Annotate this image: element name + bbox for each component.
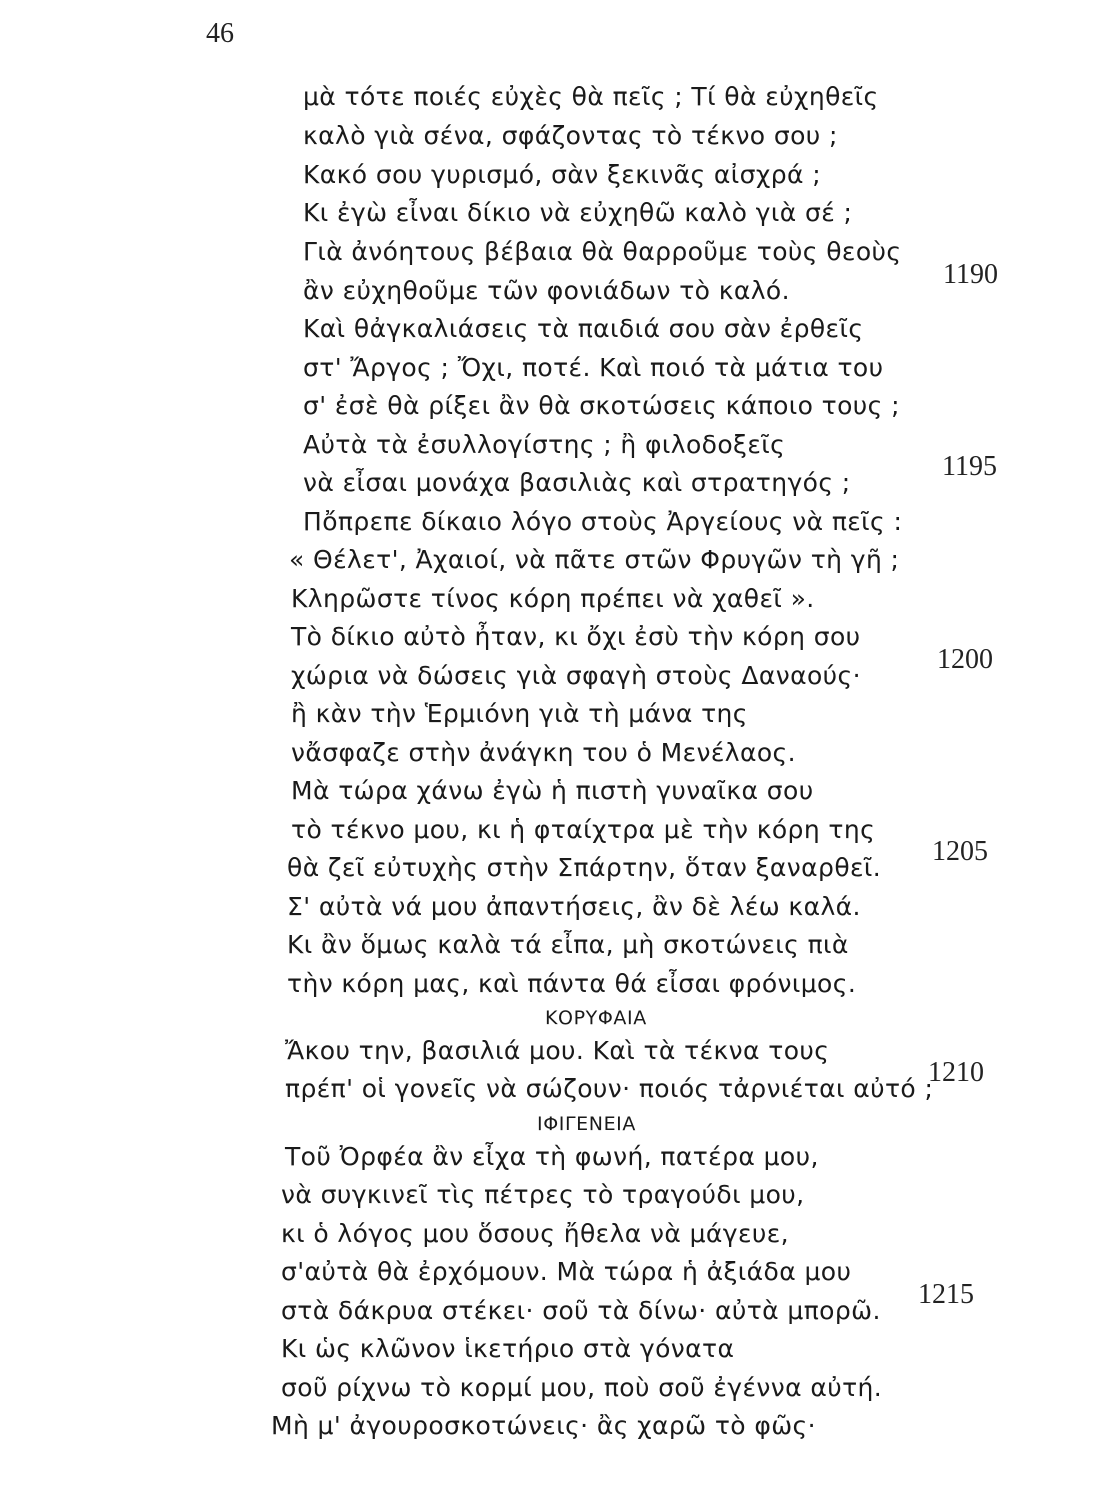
verse-line: τὸ τέκνο μου, κι ἡ φταίχτρα μὲ τὴν κόρη της [291,815,876,844]
line-number: 1195 [942,451,997,482]
verse-line: σ'αὐτὰ θὰ ἐρχόμουν. Μὰ τώρα ἡ ἀξιάδα μου [281,1257,852,1286]
verse-line: σ' ἐσὲ θὰ ρίξει ἂν θὰ σκοτώσεις κάποιο τους ; [303,391,900,420]
verse-line: νὰ εἶσαι μονάχα βασιλιὰς καὶ στρατηγός ; [303,468,851,497]
verse-line: Γιὰ ἀνόητους βέβαια θὰ θαρροῦμε τοὺς θεοὺς [303,237,902,266]
verse-line: Κι ἂν ὅμως καλὰ τά εἶπα, μὴ σκοτώνεις πιὰ [287,930,849,959]
line-number: 1215 [918,1279,974,1310]
verse-line: Τὸ δίκιο αὐτὸ ἦταν, κι ὄχι ἐσὺ τὴν κόρη σου [291,622,861,651]
verse-line: στ' Ἄργος ; Ὄχι, ποτέ. Καὶ ποιό τὰ μάτια του [303,353,884,382]
line-number: 1190 [943,259,998,290]
line-number: 1200 [937,644,993,675]
speaker-name: ΙΦΙΓΕΝΕΙΑ [537,1113,636,1135]
verse-line: θὰ ζεῖ εὐτυχὴς στὴν Σπάρτην, ὅταν ξαναρθεῖ. [287,853,882,882]
verse-line: σοῦ ρίχνω τὸ κορμί μου, ποὺ σοῦ ἐγέννα αὐτή. [281,1373,883,1402]
verse-line: « Θέλετ', Ἀχαιοί, νὰ πᾶτε στῶν Φρυγῶν τὴ γῆ ; [289,545,900,574]
verse-line: Καὶ θἀγκαλιάσεις τὰ παιδιά σου σὰν ἐρθεῖς [303,314,864,343]
line-number: 1205 [932,836,988,867]
verse-line: Τοῦ Ὀρφέα ἂν εἶχα τὴ φωνή, πατέρα μου, [285,1142,819,1171]
verse-line: Πὄπρεπε δίκαιο λόγο στοὺς Ἀργείους νὰ πεῖς : [303,507,903,536]
verse-line: στὰ δάκρυα στέκει· σοῦ τὰ δίνω· αὐτὰ μπορῶ. [281,1296,881,1325]
verse-line: Κι ἐγὼ εἶναι δίκιο νὰ εὐχηθῶ καλὸ γιὰ σέ ; [303,198,853,227]
verse-line: τὴν κόρη μας, καὶ πάντα θά εἶσαι φρόνιμος. [287,969,857,998]
verse-line: νἄσφαζε στὴν ἀνάγκη του ὁ Μενέλαος. [291,738,796,767]
verse-line: Σ' αὐτὰ νά μου ἀπαντήσεις, ἂν δὲ λέω καλά. [287,892,861,921]
verse-line: Κι ὡς κλῶνον ἱκετήριο στὰ γόνατα [281,1334,735,1363]
line-number: 1210 [928,1057,984,1088]
verse-line: καλὸ γιὰ σένα, σφάζοντας τὸ τέκνο σου ; [303,121,838,150]
page-number: 46 [206,18,234,49]
verse-line: κι ὁ λόγος μου ὅσους ἤθελα νὰ μάγευε, [281,1219,790,1248]
verse-line: νὰ συγκινεῖ τὶς πέτρες τὸ τραγούδι μου, [281,1180,805,1209]
verse-line: Ἄκου την, βασιλιά μου. Καὶ τὰ τέκνα τους [285,1036,830,1065]
verse-line: πρέπ' οἱ γονεῖς νὰ σώζουν· ποιός τἀρνιέται αὐτό ; [285,1074,934,1103]
verse-line: ἂν εὐχηθοῦμε τῶν φονιάδων τὸ καλό. [303,276,790,305]
verse-line: χώρια νὰ δώσεις γιὰ σφαγὴ στοὺς Δαναούς· [291,661,861,690]
verse-line: Κληρῶστε τίνος κόρη πρέπει νὰ χαθεῖ ». [291,584,815,613]
verse-line: ἢ κὰν τὴν Ἑρμιόνη γιὰ τὴ μάνα της [291,699,748,728]
verse-line: Μὰ τώρα χάνω ἐγὼ ἡ πιστὴ γυναῖκα σου [291,776,814,805]
verse-line: μὰ τότε ποιές εὐχὲς θὰ πεῖς ; Τί θὰ εὐχηθεῖς [303,82,879,111]
verse-line: Μὴ μ' ἀγουροσκοτώνεις· ἂς χαρῶ τὸ φῶς· [271,1411,816,1440]
verse-line: Κακό σου γυρισμό, σὰν ξεκινᾶς αἰσχρά ; [303,160,822,189]
verse-line: Αὐτὰ τὰ ἐσυλλογίστης ; ἢ φιλοδοξεῖς [303,430,786,459]
speaker-name: ΚΟΡΥΦΑΙΑ [545,1007,647,1029]
